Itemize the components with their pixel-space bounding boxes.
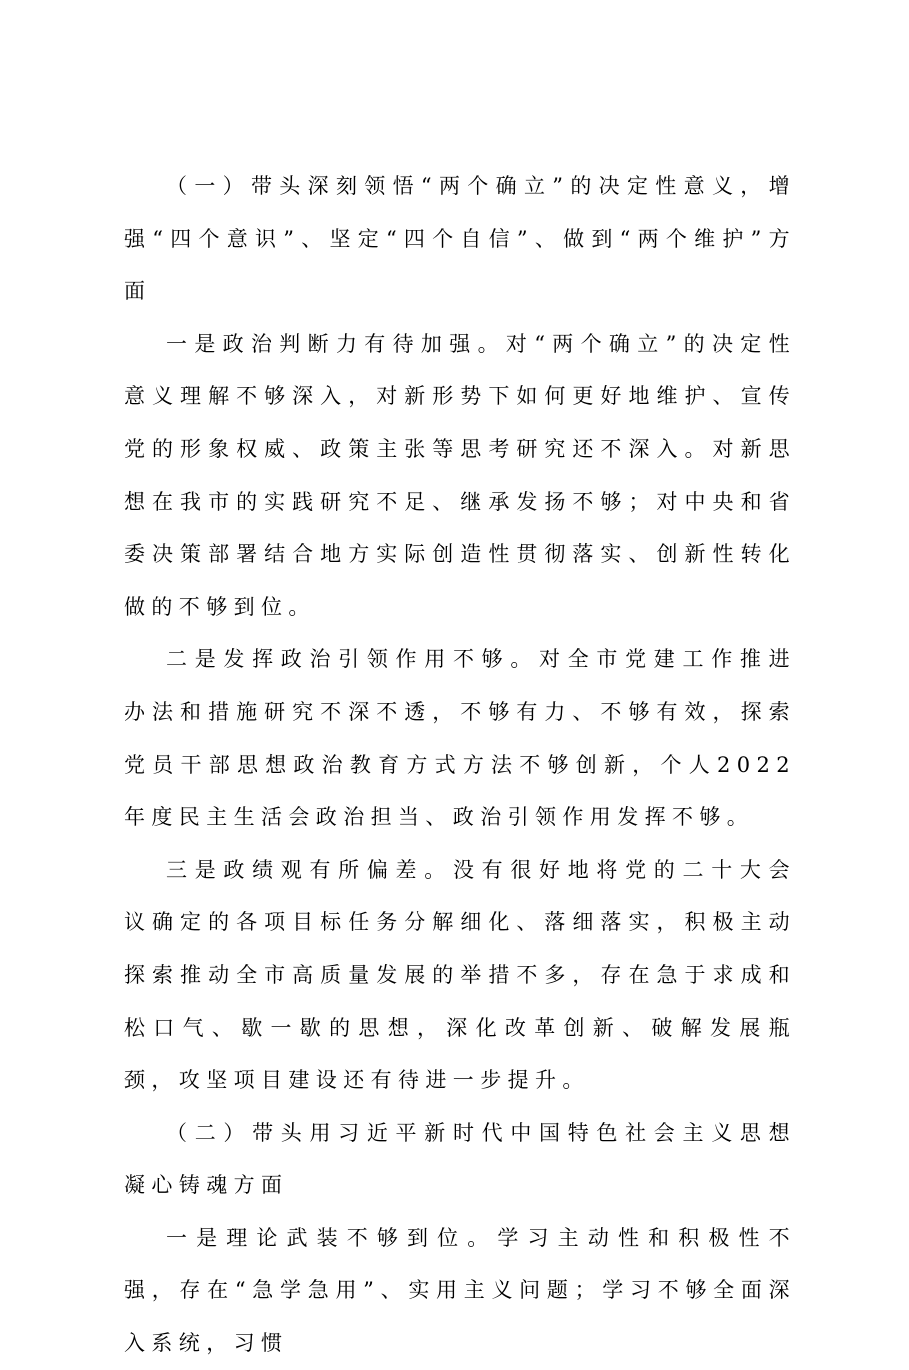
section-heading-1: （一）带头深刻领悟“两个确立”的决定性意义，增强“四个意识”、坚定“四个自信”、做到“两个维护”方面 <box>124 174 796 304</box>
document-body <box>124 160 796 1370</box>
paragraph-point-2: 二是发挥政治引领作用不够。对全市党建工作推进办法和措施研究不深不透，不够有力、不够有效，探索党员干部思想政治教育方式方法不够创新，个人2022年度民主生活会政治担当、政治引领作用发挥不够。 <box>124 647 796 830</box>
paragraph-point-1: 一是政治判断力有待加强。对“两个确立”的决定性意义理解不够深入，对新形势下如何更好地维护、宣传党的形象权威、政策主张等思考研究还不深入。对新思想在我市的实践研究不足、继承发扬不够；对中央和省委决策部署结合地方实际创造性贯彻落实、创新性转化做的不够到位。 <box>124 331 796 619</box>
section-heading-2: （二）带头用习近平新时代中国特色社会主义思想凝心铸魂方面 <box>124 1120 796 1198</box>
paragraph-point-3: 三是政绩观有所偏差。没有很好地将党的二十大会议确定的各项目标任务分解细化、落细落实，积极主动探索推动全市高质量发展的举措不多，存在急于求成和松口气、歇一歇的思想，深化改革创新、破解发展瓶颈，攻坚项目建设还有待进一步提升。 <box>124 857 796 1093</box>
paragraph-point-4: 一是理论武装不够到位。学习主动性和积极性不强，存在“急学急用”、实用主义问题；学习不够全面深入系统，习惯 <box>124 1225 796 1356</box>
